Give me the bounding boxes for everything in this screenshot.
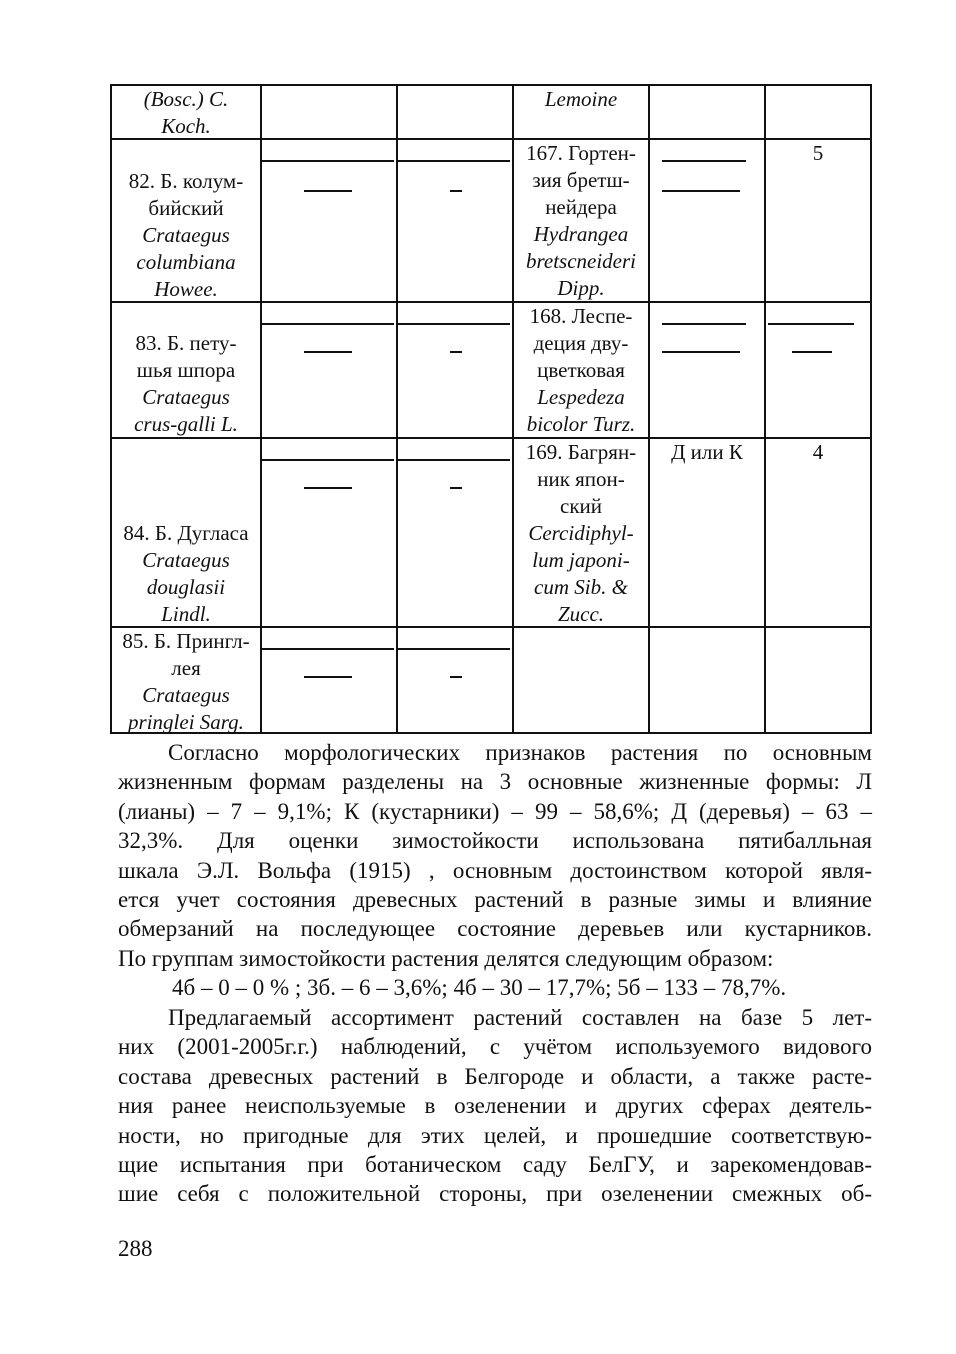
table-col-divider (764, 84, 766, 734)
text-line: обмерзаний на последующее состояние деревьев или кустарников. (118, 916, 872, 942)
table-cell-name: (Bosc.) C. Koch. (143, 87, 229, 138)
table-dash (304, 487, 352, 489)
body-paragraph (118, 1003, 872, 1209)
text-line: состава древесных растений в Белгороде и области, а также расте- (118, 1063, 872, 1089)
table-cell-name: 168. Леспе- деция дву- цветковая Lespedeza bicolor Turz. (526, 304, 636, 436)
text-line: Согласно морфологических признаков растения по основным (168, 740, 872, 765)
table-cell-value: 4 (812, 440, 824, 464)
table-line (398, 459, 510, 461)
table-cell-name: 167. Гортен- зия бретш- нейдера Hydrangea bretscneideri Dipp. (525, 141, 637, 300)
table-cell-name: 84. Б. Дугласа Crataegus douglasii Lindl. (123, 521, 249, 626)
table-line (768, 323, 854, 325)
text-line: (лианы) – 7 – 9,1%; К (кустарники) – 99 – 58,6%; Д (деревья) – 63 – (118, 798, 872, 824)
table-dash (450, 487, 462, 489)
text-line: жизненным формам разделены на 3 основные жизненные формы: Л (118, 769, 872, 795)
table-col-divider (396, 84, 398, 734)
table-col-divider (260, 84, 262, 734)
table-line (398, 323, 510, 325)
text-line: ется учет состояния древесных растений в разные зимы и влияние (118, 887, 872, 913)
table-line (262, 160, 394, 162)
table-line (262, 323, 394, 325)
table-dash (450, 351, 462, 353)
body-paragraph (118, 738, 872, 973)
table-cell-name: Lemoine (544, 87, 618, 111)
table-dash (450, 190, 462, 192)
text-line: 32,3%. Для оценки зимостойкости использована пятибалльная (118, 828, 872, 854)
table-cell-name: 169. Багрян- ник япон- ский Cercidiphyl- lum japoni- cum Sib. & Zucc. (525, 440, 637, 626)
table-cell-lifeform: Д или К (671, 440, 743, 464)
table-dash (792, 351, 832, 353)
table-line (662, 351, 740, 353)
table-border-right (870, 84, 872, 734)
table-line (662, 323, 746, 325)
table-line (398, 160, 510, 162)
table-line (662, 190, 740, 192)
text-line: ния ранее неиспользуемые в озеленении и других сферах деятель- (118, 1093, 872, 1119)
table-dash (304, 351, 352, 353)
table-cell-name: 82. Б. колум- бийский Crataegus columbiana Howee. (128, 169, 244, 301)
table-dash (450, 676, 462, 678)
table-cell-value: 5 (812, 141, 824, 165)
table-dash (304, 190, 352, 192)
table-col-divider (648, 84, 650, 734)
table-line (262, 459, 394, 461)
table-dash (304, 676, 352, 678)
table-line (262, 648, 394, 650)
text-line: них (2001-2005г.г.) наблюдений, с учётом используемого видового (118, 1034, 872, 1060)
text-line: щие испытания при ботаническом саду БелГУ, и зарекомендовав- (118, 1152, 872, 1178)
text-line: шие себя с положительной стороны, при озеленении смежных об- (118, 1181, 872, 1207)
stats-line: 4б – 0 – 0 % ; 3б. – 6 – 3,6%; 4б – 30 – 17,7%; 5б – 133 – 78,7%. (172, 975, 787, 1000)
table-line (398, 648, 510, 650)
text-line: ности, но пригодные для этих целей, и прошедшие соответствую- (118, 1122, 872, 1148)
table-cell-name: 83. Б. пету- шья шпора Crataegus crus-galli L. (134, 331, 238, 436)
table-cell-name: 85. Б. Прингл- лея Crataegus pringlei Sarg. (122, 629, 250, 734)
text-line: Предлагаемый ассортимент растений составлен на базе 5 лет- (168, 1005, 872, 1030)
text-line: шкала Э.Л. Вольфа (1915) , основным достоинством которой явля- (118, 857, 872, 883)
page-number: 288 (118, 1236, 153, 1261)
text-line: По группам зимостойкости растения делятся следующим образом: (118, 945, 774, 971)
table-line (662, 160, 746, 162)
